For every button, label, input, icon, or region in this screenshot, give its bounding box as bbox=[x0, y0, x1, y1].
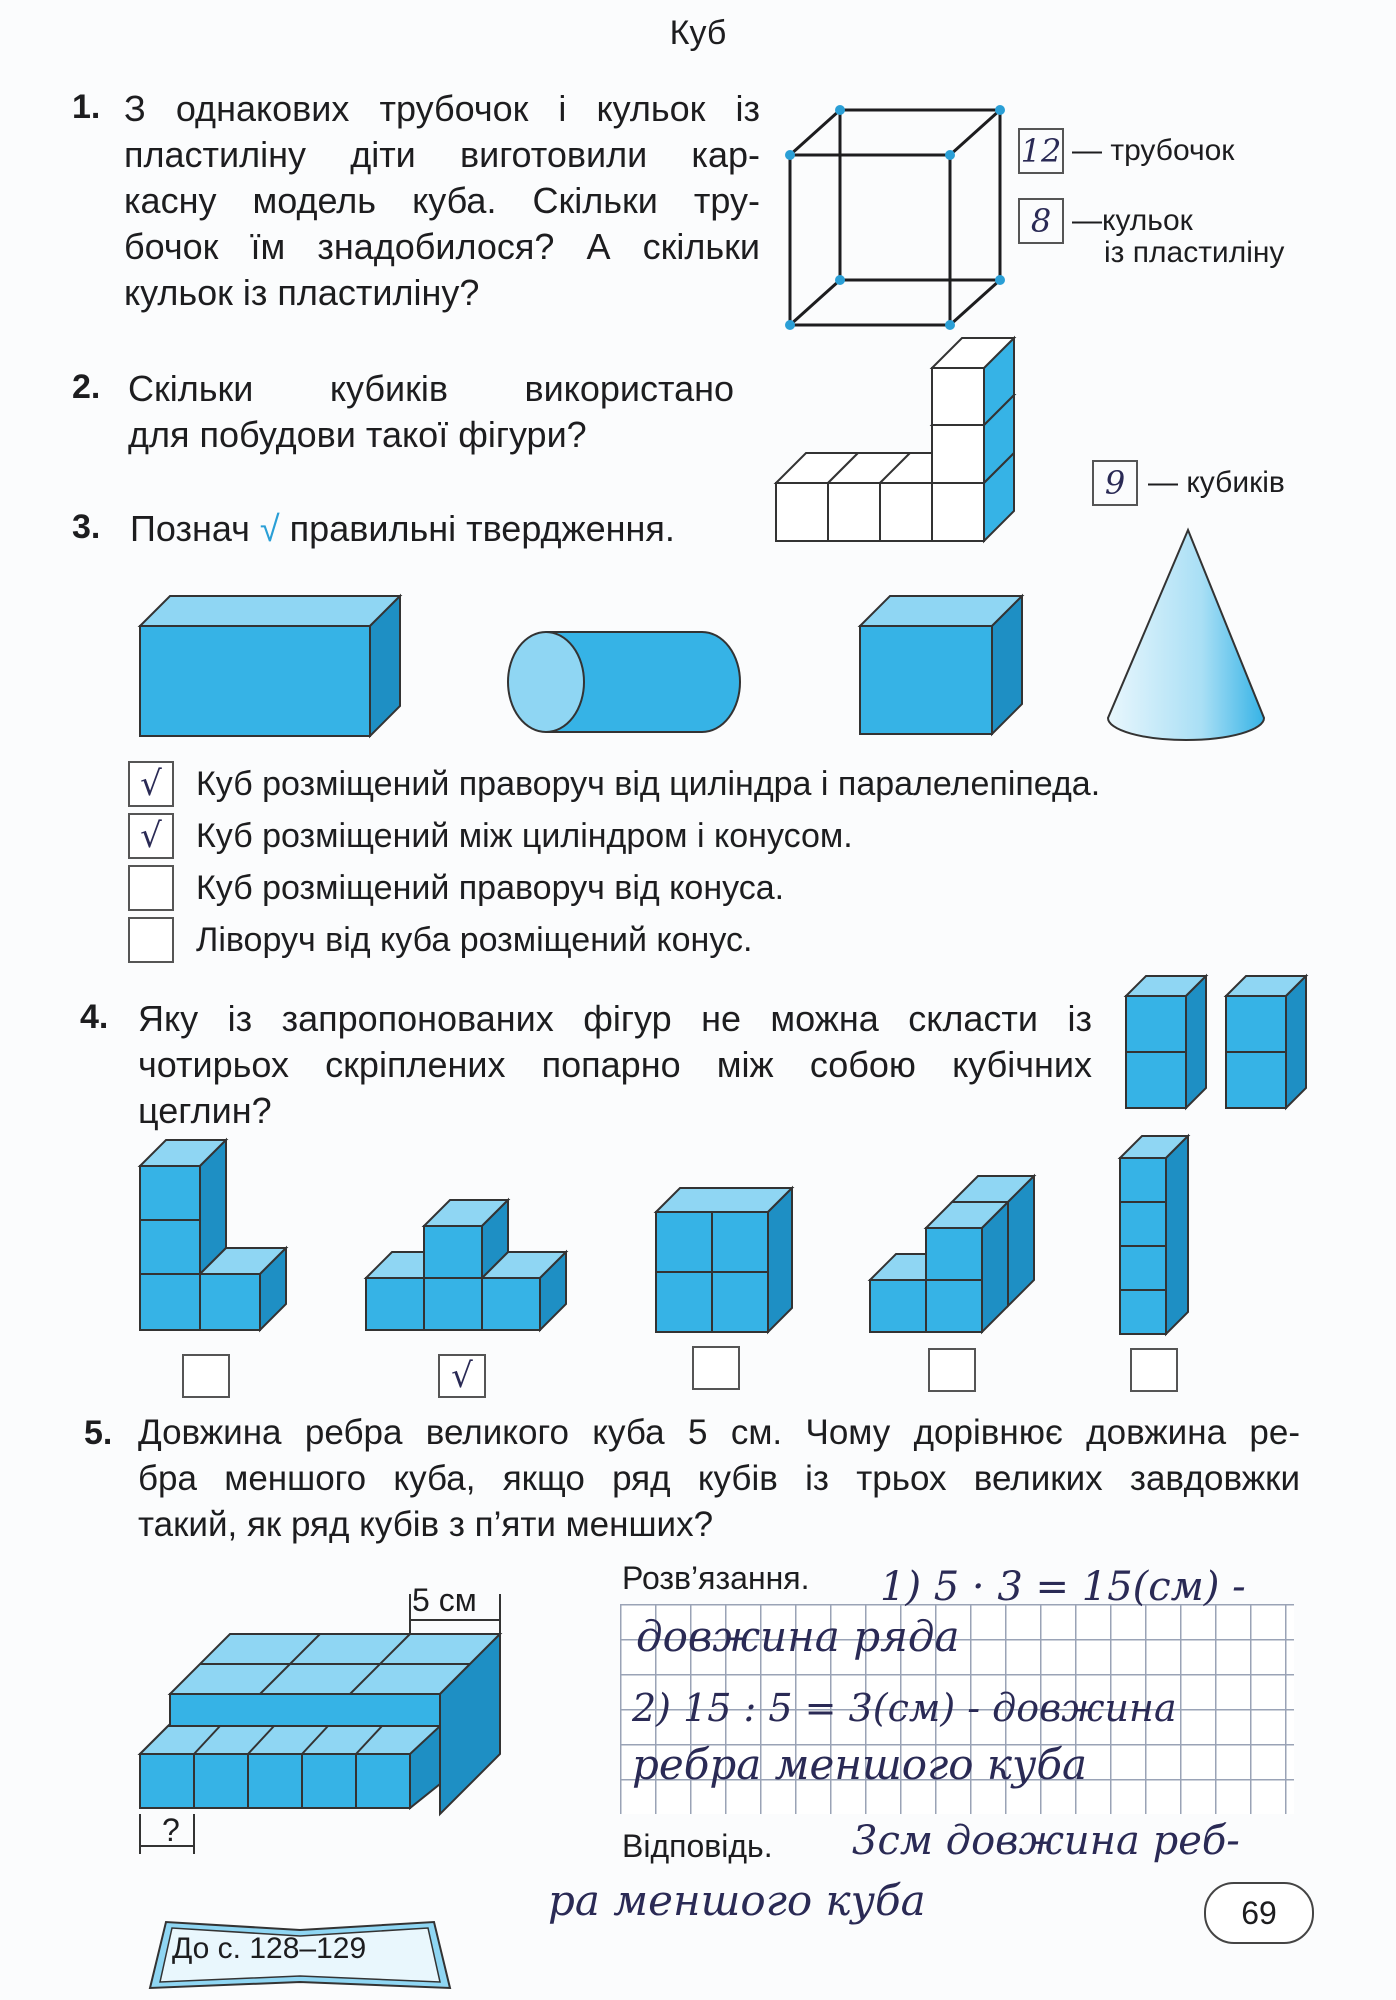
task5-line: такий, як ряд кубів з п’яти менших? bbox=[138, 1505, 714, 1544]
statement-row bbox=[128, 810, 1100, 862]
task4-line: цеглин? bbox=[138, 1090, 272, 1131]
answer-tubes-box[interactable]: 12 bbox=[1018, 128, 1064, 174]
check-mark: √ bbox=[140, 816, 162, 856]
page-title: Куб bbox=[669, 14, 727, 52]
footer-reference: До с. 128–129 bbox=[172, 1932, 367, 1965]
solution-label: Розв’язання. bbox=[622, 1560, 810, 1596]
statement-checkbox[interactable] bbox=[128, 917, 174, 963]
statement-row bbox=[128, 914, 1100, 966]
task3-prompt-after: правильні твердження. bbox=[289, 508, 675, 549]
cubes-label: — кубиків bbox=[1148, 466, 1285, 499]
task4-line: чотирьох скріплених попарно між собою кубічних bbox=[138, 1044, 1092, 1085]
task4-number: 4. bbox=[80, 998, 109, 1036]
figure-checkbox-3[interactable] bbox=[692, 1346, 740, 1390]
task5-text bbox=[138, 1410, 1300, 1548]
figure-square-shape bbox=[656, 1188, 806, 1336]
statement-text: Ліворуч від куба розміщений конус. bbox=[196, 921, 753, 959]
figure-checkbox-5[interactable] bbox=[1130, 1348, 1178, 1392]
task1-line: пластиліну діти виготовили кар- bbox=[124, 134, 760, 175]
tubes-label: — трубочок bbox=[1072, 134, 1235, 167]
task5-number: 5. bbox=[84, 1414, 113, 1452]
task2-text bbox=[128, 366, 734, 458]
solution-line: довжина ряда bbox=[636, 1612, 960, 1661]
figure-mark: √ bbox=[451, 1356, 473, 1396]
check-icon: √ bbox=[259, 508, 280, 549]
statement-row bbox=[128, 758, 1100, 810]
task3-prompt bbox=[130, 506, 675, 552]
statement-text: Куб розміщений праворуч від конуса. bbox=[196, 869, 785, 907]
task2-answer bbox=[1092, 460, 1285, 506]
statement-checkbox[interactable] bbox=[128, 813, 174, 859]
balls-label: —кульок bbox=[1072, 204, 1193, 237]
page-number: 69 bbox=[1204, 1882, 1314, 1944]
task1-line: касну модель куба. Скільки тру- bbox=[124, 180, 760, 221]
answer-label: Відповідь. bbox=[622, 1828, 773, 1864]
answer-line: 3см довжина реб- bbox=[852, 1818, 1240, 1864]
task5-line: бра меншого куба, якщо ряд кубів із трьох великих завдовжки bbox=[138, 1459, 1300, 1498]
check-mark: √ bbox=[140, 764, 162, 804]
statement-row bbox=[128, 862, 1100, 914]
task2-number: 2. bbox=[72, 368, 101, 406]
figure-column-shape bbox=[1120, 1136, 1200, 1336]
figure-checkbox-2[interactable] bbox=[438, 1354, 486, 1398]
figure-checkbox-4[interactable] bbox=[928, 1348, 976, 1392]
cone-shape bbox=[1106, 528, 1266, 742]
figure-l-shape bbox=[140, 1140, 290, 1336]
parallelepiped-shape bbox=[140, 596, 410, 736]
solution-line: 1) 5 · 3 = 15(см) - bbox=[880, 1564, 1246, 1610]
answer-cubes-box[interactable]: 9 bbox=[1092, 460, 1138, 506]
statement-text: Куб розміщений праворуч від циліндра і паралелепіпеда. bbox=[196, 765, 1101, 803]
task1-line: бочок їм знадобилося? А скільки bbox=[124, 226, 760, 267]
statement-checkbox[interactable] bbox=[128, 865, 174, 911]
figure-checkbox-1[interactable] bbox=[182, 1354, 230, 1398]
task1-number: 1. bbox=[72, 88, 101, 126]
task2-line: Скільки кубиків використано bbox=[128, 368, 734, 409]
edge-length-label: 5 см bbox=[412, 1582, 477, 1618]
statement-text: Куб розміщений між циліндром і конусом. bbox=[196, 817, 853, 855]
statement-checkbox[interactable] bbox=[128, 761, 174, 807]
task1-line: З однакових трубочок і кульок із bbox=[124, 88, 760, 129]
task1-line: кульок із пластиліну? bbox=[124, 272, 480, 313]
figure-s-shape bbox=[870, 1162, 1040, 1336]
solution-line: ребра меншого куба bbox=[632, 1740, 1088, 1789]
task3-prompt-before: Познач bbox=[130, 508, 250, 549]
balls-label-2: із пластиліну bbox=[1104, 236, 1285, 269]
solution-line: 2) 15 : 5 = 3(см) - довжина bbox=[632, 1686, 1177, 1730]
task1-text bbox=[124, 86, 760, 316]
answer-line: ра меншого куба bbox=[548, 1876, 926, 1925]
answer-balls-box[interactable]: 8 bbox=[1018, 198, 1064, 244]
two-cube-bricks bbox=[1126, 976, 1316, 1112]
wireframe-cube-figure bbox=[770, 100, 1010, 340]
task2-line: для побудови такої фігури? bbox=[128, 414, 587, 455]
stepped-cubes-figure bbox=[776, 368, 1056, 548]
cubes-rows-figure bbox=[140, 1584, 520, 1884]
figure-t-shape bbox=[366, 1194, 566, 1334]
cylinder-shape bbox=[506, 630, 742, 734]
task1-answer-tubes bbox=[1018, 128, 1234, 174]
unknown-edge-label: ? bbox=[162, 1812, 180, 1848]
task5-line: Довжина ребра великого куба 5 см. Чому дорівнює довжина ре- bbox=[138, 1413, 1300, 1452]
task3-statements bbox=[128, 758, 1100, 966]
task3-number: 3. bbox=[72, 508, 101, 546]
task4-line: Яку із запропонованих фігур не можна скласти із bbox=[138, 998, 1092, 1039]
task4-text bbox=[138, 996, 1092, 1134]
cube-shape bbox=[860, 596, 1026, 734]
